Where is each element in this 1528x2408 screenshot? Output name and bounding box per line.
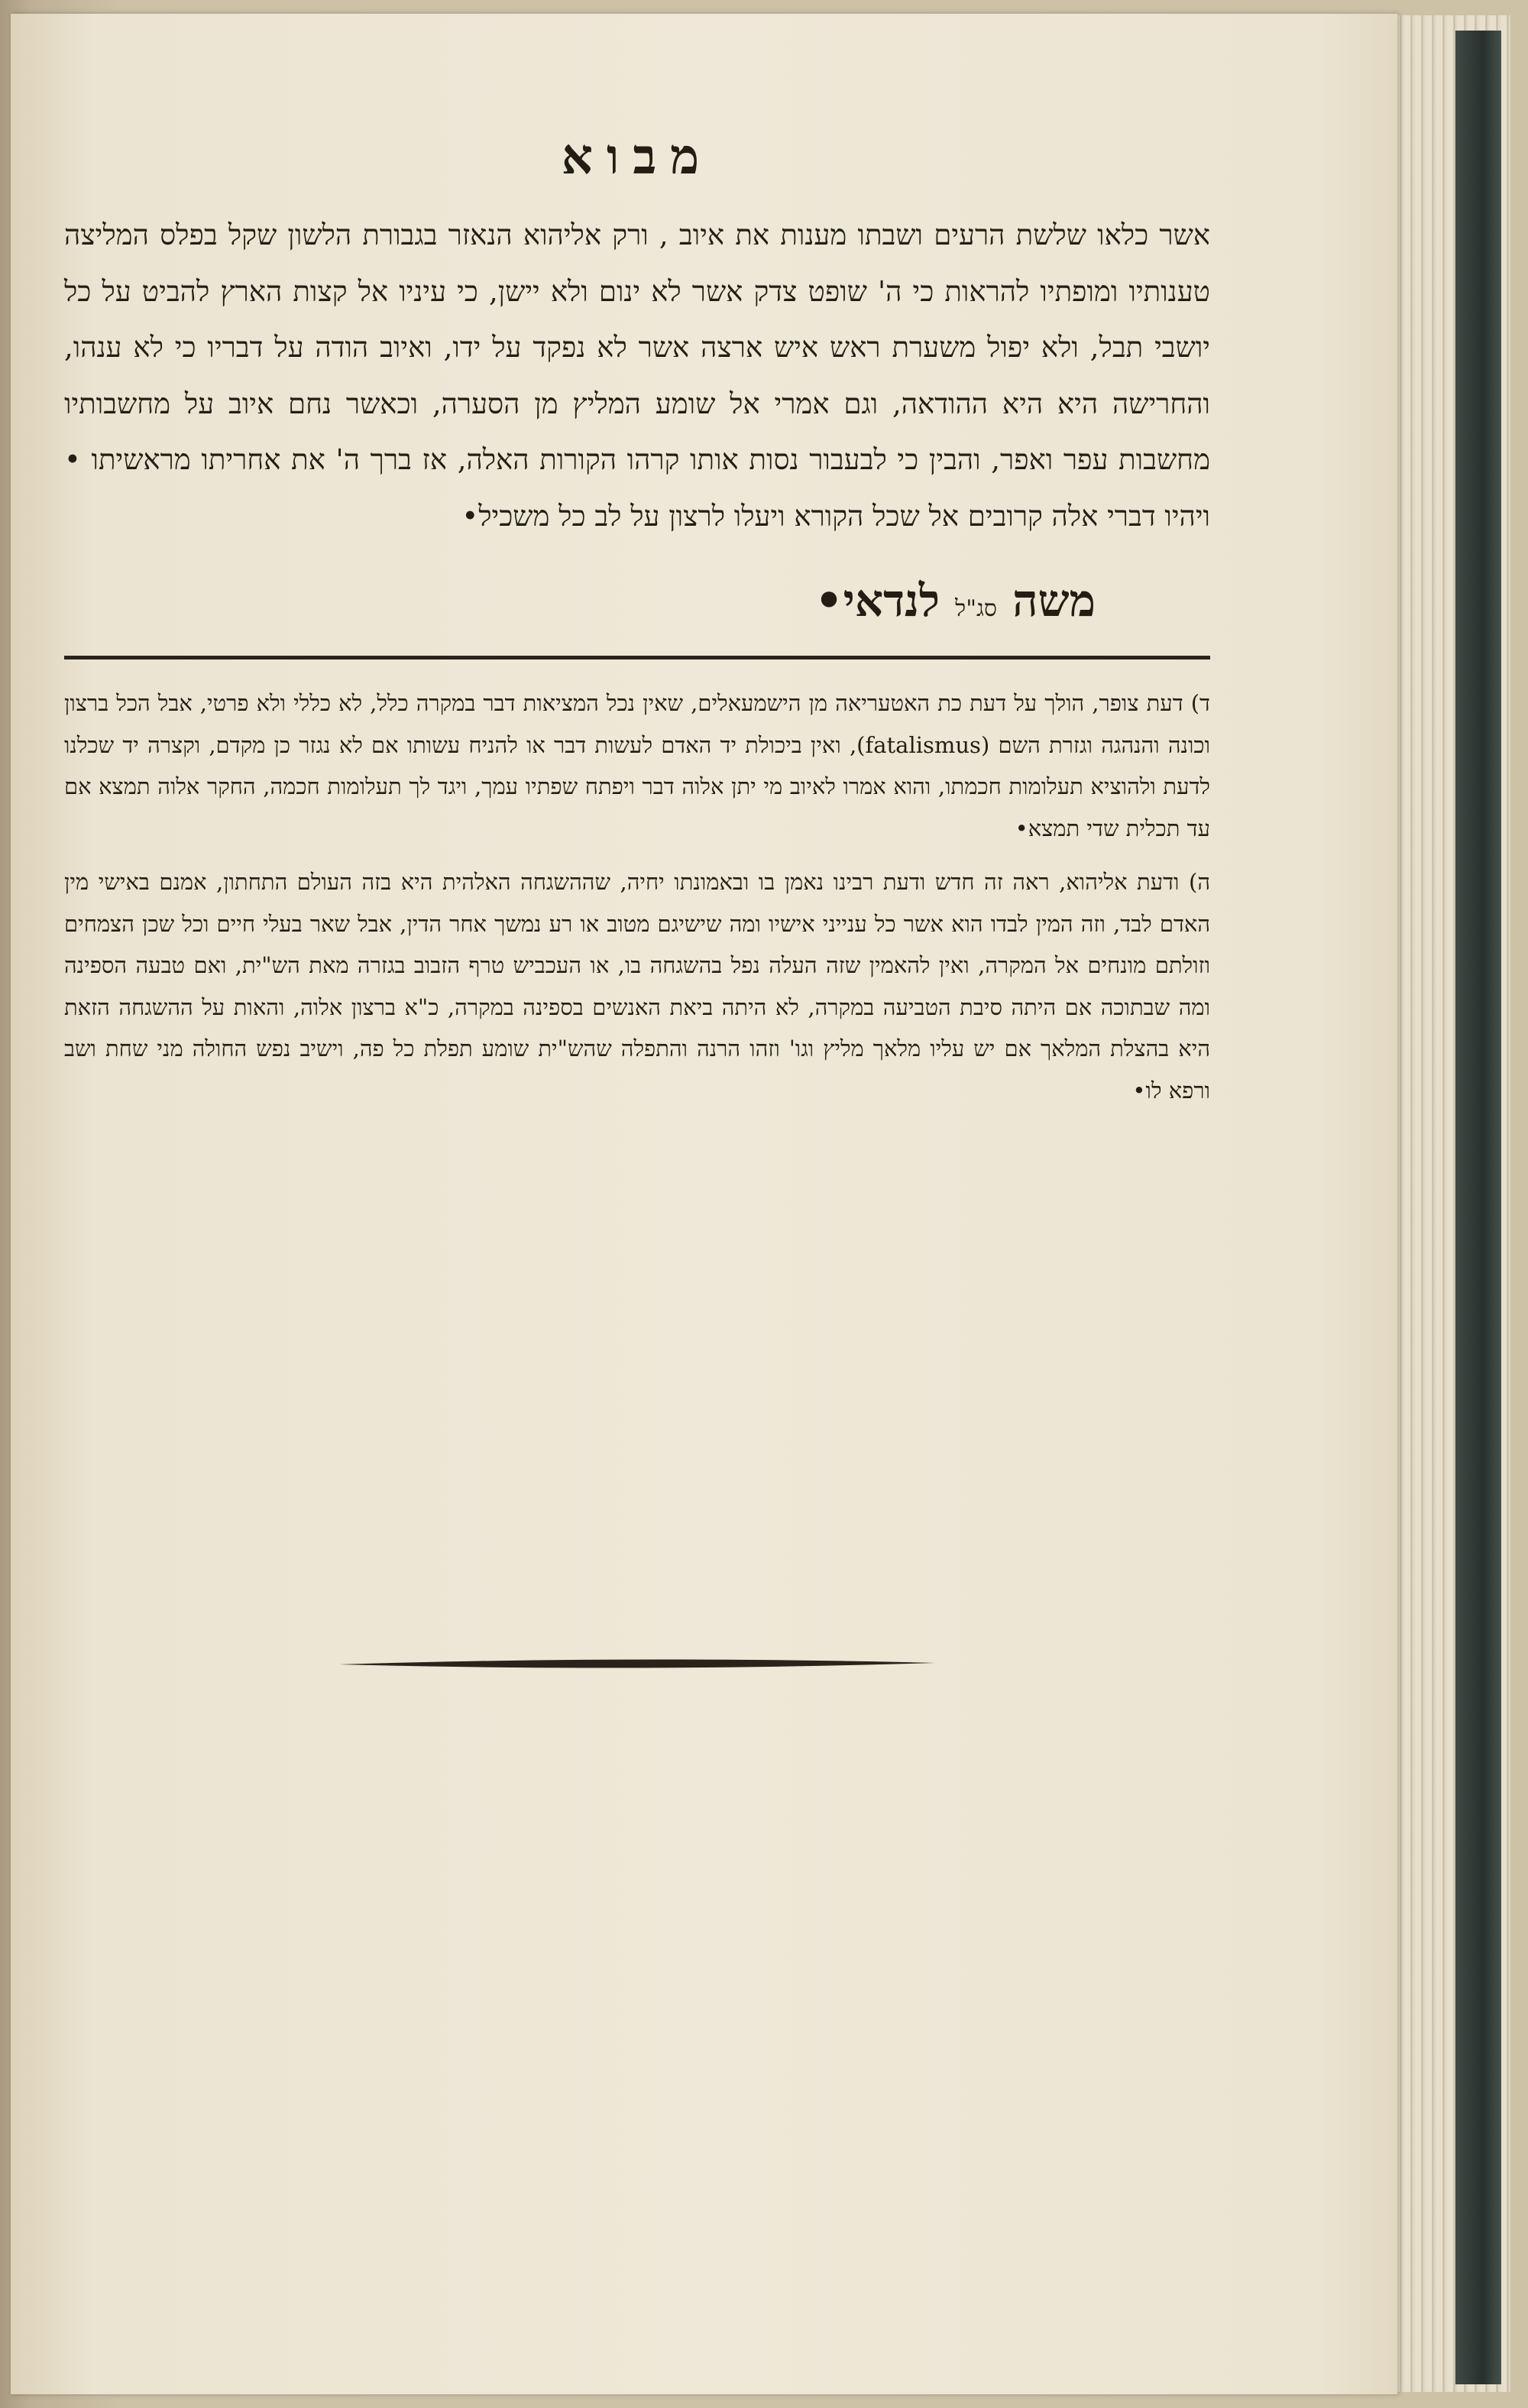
signature-surname: לנדאי• [814,575,940,627]
footnote-d-latin: (fatalismus) [856,731,990,758]
book-binding [1455,31,1501,2384]
footnote-h: ה) ודעת אליהוא, ראה זה חדש ודעת רבינו נאמן בו ובאמונתו יחיה, שההשגחה האלהית היא בזה העולם התחתון, אמנם באישי מין האדם לבד, וזה המין לבדו הוא אשר כל ענייני אישיו ומה שישיגם מטוב או רע נמשך אחר הדין, אבל שאר בעלי חיים וכל שכן הצמחים וזולתם מונחים אל המקרה, ואין להאמין שזה העלה נפל בהשגחה בו, או העכביש טרף הזבוב בגזרה מאת הש"ית, ואם טבעה הספינה ומה שבתוכה אם היתה סיבת הטביעה במקרה, לא היתה ביאת האנשים בספינה במקרה, כ"א ברצון אלוה, והאות על ההשגחה הזאת היא בהצלת המלאך אם יש עליו מלאך מליץ וגו' וזהו הרנה והתפלה שהש"ית שומע תפלת כל פה, וישיב נפש החולה מני שחת ושב ורפא לו• [64,869,1210,1104]
book-page [11,14,1397,2394]
intro-paragraph: אשר כלאו שלשת הרעים ושבתו מענות את איוב , ורק אליהוא הנאזר בגבורת הלשון שקל בפלס המליצה טענותיו ומופתיו להראות כי ה' שופט צדק אשר לא ינום ולא יישן, כי עיניו אל קצות הארץ להביט על כל יושבי תבל, ולא יפול משערת ראש איש ארצה אשר לא נפקד על ידו, ואיוב הודה על דבריו כי לא ענהו, והחרישה היא היא ההודאה, וגם אמרי אל שומע המליץ מן הסערה, וכאשר נחם איוב על מחשבותיו מחשבות עפר ואפר, והבין כי לבעבור נסות אותו קרהו הקורות האלה, אז ברך ה' את אחריתו מראשיתו • ויהיו דברי אלה קרובים אל שכל הקורא ויעלו לרצון על לב כל משכיל• [64,219,1210,533]
section-divider [64,656,1210,660]
signature-abbr: סג"ל [955,595,997,622]
footnote-d-start: ד) דעת צופר, הולך על דעת כת האטעריאה מן הישמעאלים, שאין נכל המציאות דבר במקרה כלל, לא כללי ולא פרטי, אבל הכל ברצון וכונה והנהגה וגזרת השם [64,690,1210,758]
end-flourish [339,1655,935,1674]
footnote-d-end: , ואין ביכולת יד האדם לעשות דבר או להניח עשותו אם לא נגזר כן מקדם, וקצרה יד שכלנו לדעת ולהוציא תעלומות חכמתו, והוא אמרו לאיוב מי יתן אלוה דבר ויפתח שפתיו עמך, ויגד לך תעלומות חכמה, החקר אלוה תמצא אם עד תכלית שדי תמצא• [64,731,1210,841]
footnote-d [64,682,1210,849]
page-title: מבוא [561,128,714,186]
page-content [64,128,1210,1123]
author-signature [64,575,1096,627]
signature-name: משה [1012,575,1096,627]
